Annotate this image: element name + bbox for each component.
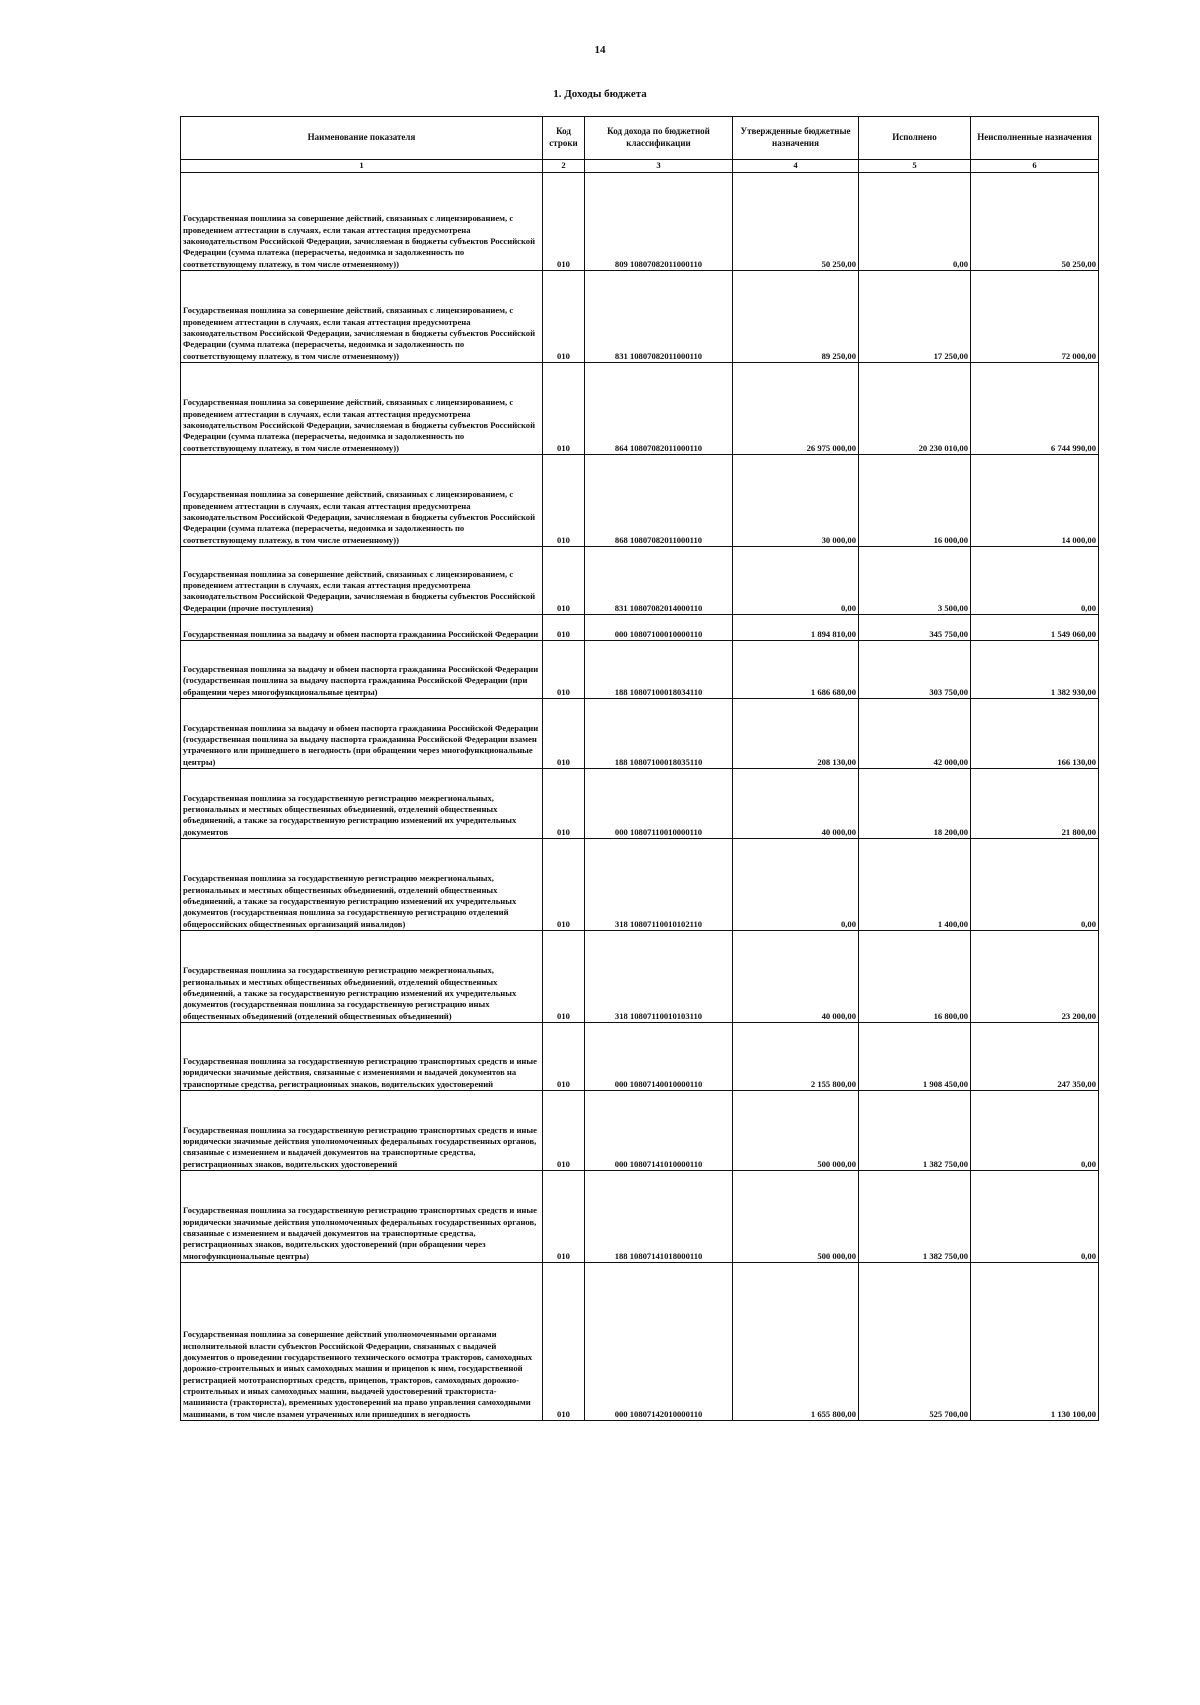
row-name: Государственная пошлина за выдачу и обмен паспорта гражданина Российской Федерации (государственная пошлина за выдачу паспорта гражданина Российской Федерации взамен утраченного или пришедшего в негодность (при обращении через многофункциональные центры) xyxy=(181,699,543,769)
row-name: Государственная пошлина за государственную регистрацию межрегиональных, региональных и местных общественных объединений, отделений общественных объединений, а также за государственную регистрацию изменений их учредительных документов xyxy=(181,769,543,839)
row-line-code: 010 xyxy=(543,1091,585,1171)
header-approved: Утвержденные бюджетные назначения xyxy=(733,117,859,160)
table-header-row xyxy=(181,117,1099,160)
row-income-code: 000 10807142010000110 xyxy=(585,1263,733,1421)
row-name: Государственная пошлина за совершение действий, связанных с лицензированием, с проведением аттестации в случаях, если такая аттестация предусмотрена законодательством Российской Федерации, зачисляемая в бюджеты субъектов Российской Федерации (сумма платежа (перерасчеты, недоимка и задолженность по соответствующему платежу, в том числе отмененному)) xyxy=(181,455,543,547)
row-executed: 345 750,00 xyxy=(859,615,971,641)
row-approved: 0,00 xyxy=(733,839,859,931)
row-approved: 0,00 xyxy=(733,547,859,615)
row-line-code: 010 xyxy=(543,363,585,455)
row-name: Государственная пошлина за государственную регистрацию межрегиональных, региональных и местных общественных объединений, отделений общественных объединений, а также за государственную регистрацию изменений их учредительных документов (государственная пошлина за государственную регистрацию отделений общероссийских общественных организаций инвалидов) xyxy=(181,839,543,931)
page-title: 1. Доходы бюджета xyxy=(553,88,647,100)
table-row xyxy=(181,641,1099,699)
header-executed: Исполнено xyxy=(859,117,971,160)
table-row xyxy=(181,769,1099,839)
table-row xyxy=(181,931,1099,1023)
column-number-row xyxy=(181,160,1099,173)
row-income-code: 318 10807110010102110 xyxy=(585,839,733,931)
row-unexecuted: 247 350,00 xyxy=(971,1023,1099,1091)
row-income-code: 318 10807110010103110 xyxy=(585,931,733,1023)
row-approved: 26 975 000,00 xyxy=(733,363,859,455)
table-row xyxy=(181,1263,1099,1421)
table-row xyxy=(181,839,1099,931)
table-row xyxy=(181,1171,1099,1263)
row-name: Государственная пошлина за выдачу и обмен паспорта гражданина Российской Федерации xyxy=(181,615,543,641)
row-executed: 20 230 010,00 xyxy=(859,363,971,455)
row-approved: 40 000,00 xyxy=(733,931,859,1023)
row-unexecuted: 166 130,00 xyxy=(971,699,1099,769)
column-number: 6 xyxy=(971,160,1099,173)
income-table xyxy=(180,116,1099,1421)
row-approved: 1 655 800,00 xyxy=(733,1263,859,1421)
row-executed: 18 200,00 xyxy=(859,769,971,839)
row-executed: 42 000,00 xyxy=(859,699,971,769)
row-line-code: 010 xyxy=(543,1171,585,1263)
row-name: Государственная пошлина за совершение действий уполномоченными органами исполнительной власти субъектов Российской Федерации, связанных с выдачей документов о проведении государственного технического осмотра тракторов, самоходных дорожно-строительных и иных самоходных машин и прицепов к ним, государственной регистрацией мототранспортных средств, прицепов, тракторов, самоходных дорожно-строительных и иных самоходных машин, выдачей удостоверений тракториста-машиниста (тракториста), временных удостоверений на право управления самоходными машинами, в том числе взамен утраченных или пришедших в негодность xyxy=(181,1263,543,1421)
table-row xyxy=(181,271,1099,363)
row-line-code: 010 xyxy=(543,173,585,271)
row-approved: 500 000,00 xyxy=(733,1091,859,1171)
row-line-code: 010 xyxy=(543,641,585,699)
table-row xyxy=(181,1091,1099,1171)
row-executed: 525 700,00 xyxy=(859,1263,971,1421)
row-unexecuted: 1 382 930,00 xyxy=(971,641,1099,699)
row-line-code: 010 xyxy=(543,547,585,615)
row-executed: 1 382 750,00 xyxy=(859,1091,971,1171)
row-name: Государственная пошлина за государственную регистрацию межрегиональных, региональных и местных общественных объединений, отделений общественных объединений, а также за государственную регистрацию изменений их учредительных документов (государственная пошлина за государственную регистрацию иных общественных объединений (отделений общественных объединений) xyxy=(181,931,543,1023)
row-executed: 16 800,00 xyxy=(859,931,971,1023)
row-unexecuted: 0,00 xyxy=(971,1091,1099,1171)
row-executed: 0,00 xyxy=(859,173,971,271)
row-executed: 17 250,00 xyxy=(859,271,971,363)
row-approved: 2 155 800,00 xyxy=(733,1023,859,1091)
row-unexecuted: 0,00 xyxy=(971,1171,1099,1263)
row-name: Государственная пошлина за государственную регистрацию транспортных средств и иные юридически значимые действия уполномоченных федеральных государственных органов, связанные с изменением и выдачей документов на транспортные средства, регистрационных знаков, водительских удостоверений xyxy=(181,1091,543,1171)
table-row xyxy=(181,363,1099,455)
row-approved: 1 686 680,00 xyxy=(733,641,859,699)
row-income-code: 000 10807100010000110 xyxy=(585,615,733,641)
row-unexecuted: 0,00 xyxy=(971,547,1099,615)
row-executed: 3 500,00 xyxy=(859,547,971,615)
row-name: Государственная пошлина за совершение действий, связанных с лицензированием, с проведением аттестации в случаях, если такая аттестация предусмотрена законодательством Российской Федерации, зачисляемая в бюджеты субъектов Российской Федерации (сумма платежа (перерасчеты, недоимка и задолженность по соответствующему платежу, в том числе отмененному)) xyxy=(181,363,543,455)
row-income-code: 864 10807082011000110 xyxy=(585,363,733,455)
header-name: Наименование показателя xyxy=(181,117,543,160)
row-approved: 208 130,00 xyxy=(733,699,859,769)
row-income-code: 000 10807141010000110 xyxy=(585,1091,733,1171)
row-executed: 1 382 750,00 xyxy=(859,1171,971,1263)
header-unexecuted: Неисполненные назначения xyxy=(971,117,1099,160)
row-line-code: 010 xyxy=(543,1263,585,1421)
row-unexecuted: 72 000,00 xyxy=(971,271,1099,363)
table-row xyxy=(181,455,1099,547)
row-executed: 1 400,00 xyxy=(859,839,971,931)
row-income-code: 809 10807082011000110 xyxy=(585,173,733,271)
column-number: 2 xyxy=(543,160,585,173)
row-unexecuted: 14 000,00 xyxy=(971,455,1099,547)
row-name: Государственная пошлина за государственную регистрацию транспортных средств и иные юридически значимые действия, связанные с изменениями и выдачей документов на транспортные средства, регистрационных знаков, водительских удостоверений xyxy=(181,1023,543,1091)
row-executed: 16 000,00 xyxy=(859,455,971,547)
row-income-code: 188 10807100018034110 xyxy=(585,641,733,699)
row-unexecuted: 0,00 xyxy=(971,839,1099,931)
table-row xyxy=(181,547,1099,615)
column-number: 1 xyxy=(181,160,543,173)
column-number: 5 xyxy=(859,160,971,173)
row-approved: 40 000,00 xyxy=(733,769,859,839)
row-income-code: 188 10807100018035110 xyxy=(585,699,733,769)
row-unexecuted: 21 800,00 xyxy=(971,769,1099,839)
row-name: Государственная пошлина за выдачу и обмен паспорта гражданина Российской Федерации (государственная пошлина за выдачу паспорта гражданина Российской Федерации (при обращении через многофункциональные центры) xyxy=(181,641,543,699)
header-income-code: Код дохода по бюджетной классификации xyxy=(585,117,733,160)
row-name: Государственная пошлина за совершение действий, связанных с лицензированием, с проведением аттестации в случаях, если такая аттестация предусмотрена законодательством Российской Федерации, зачисляемая в бюджеты субъектов Российской Федерации (сумма платежа (перерасчеты, недоимка и задолженность по соответствующему платежу, в том числе отмененному)) xyxy=(181,173,543,271)
row-unexecuted: 1 549 060,00 xyxy=(971,615,1099,641)
row-unexecuted: 50 250,00 xyxy=(971,173,1099,271)
header-line-code: Код строки xyxy=(543,117,585,160)
row-line-code: 010 xyxy=(543,931,585,1023)
row-line-code: 010 xyxy=(543,455,585,547)
page-number: 14 xyxy=(594,44,606,56)
row-name: Государственная пошлина за государственную регистрацию транспортных средств и иные юридически значимые действия уполномоченных федеральных государственных органов, связанные с изменением и выдачей документов на транспортные средства, регистрационных знаков, водительских удостоверений (при обращении через многофункциональные центры) xyxy=(181,1171,543,1263)
column-number: 3 xyxy=(585,160,733,173)
row-line-code: 010 xyxy=(543,615,585,641)
row-income-code: 188 10807141018000110 xyxy=(585,1171,733,1263)
row-approved: 1 894 810,00 xyxy=(733,615,859,641)
column-number: 4 xyxy=(733,160,859,173)
row-name: Государственная пошлина за совершение действий, связанных с лицензированием, с проведением аттестации в случаях, если такая аттестация предусмотрена законодательством Российской Федерации, зачисляемая в бюджеты субъектов Российской Федерации (сумма платежа (перерасчеты, недоимка и задолженность по соответствующему платежу, в том числе отмененному)) xyxy=(181,271,543,363)
row-income-code: 831 10807082014000110 xyxy=(585,547,733,615)
row-income-code: 868 10807082011000110 xyxy=(585,455,733,547)
table-row xyxy=(181,173,1099,271)
row-name: Государственная пошлина за совершение действий, связанных с лицензированием, с проведением аттестации в случаях, если такая аттестация предусмотрена законодательством Российской Федерации, зачисляемая в бюджеты субъектов Российской Федерации (прочие поступления) xyxy=(181,547,543,615)
row-income-code: 831 10807082011000110 xyxy=(585,271,733,363)
row-line-code: 010 xyxy=(543,699,585,769)
row-line-code: 010 xyxy=(543,271,585,363)
table-row xyxy=(181,615,1099,641)
table-row xyxy=(181,1023,1099,1091)
table-row xyxy=(181,699,1099,769)
row-line-code: 010 xyxy=(543,839,585,931)
row-executed: 1 908 450,00 xyxy=(859,1023,971,1091)
row-income-code: 000 10807110010000110 xyxy=(585,769,733,839)
row-line-code: 010 xyxy=(543,1023,585,1091)
row-approved: 500 000,00 xyxy=(733,1171,859,1263)
row-unexecuted: 6 744 990,00 xyxy=(971,363,1099,455)
row-line-code: 010 xyxy=(543,769,585,839)
row-unexecuted: 1 130 100,00 xyxy=(971,1263,1099,1421)
row-approved: 50 250,00 xyxy=(733,173,859,271)
row-income-code: 000 10807140010000110 xyxy=(585,1023,733,1091)
row-unexecuted: 23 200,00 xyxy=(971,931,1099,1023)
row-approved: 30 000,00 xyxy=(733,455,859,547)
row-executed: 303 750,00 xyxy=(859,641,971,699)
row-approved: 89 250,00 xyxy=(733,271,859,363)
